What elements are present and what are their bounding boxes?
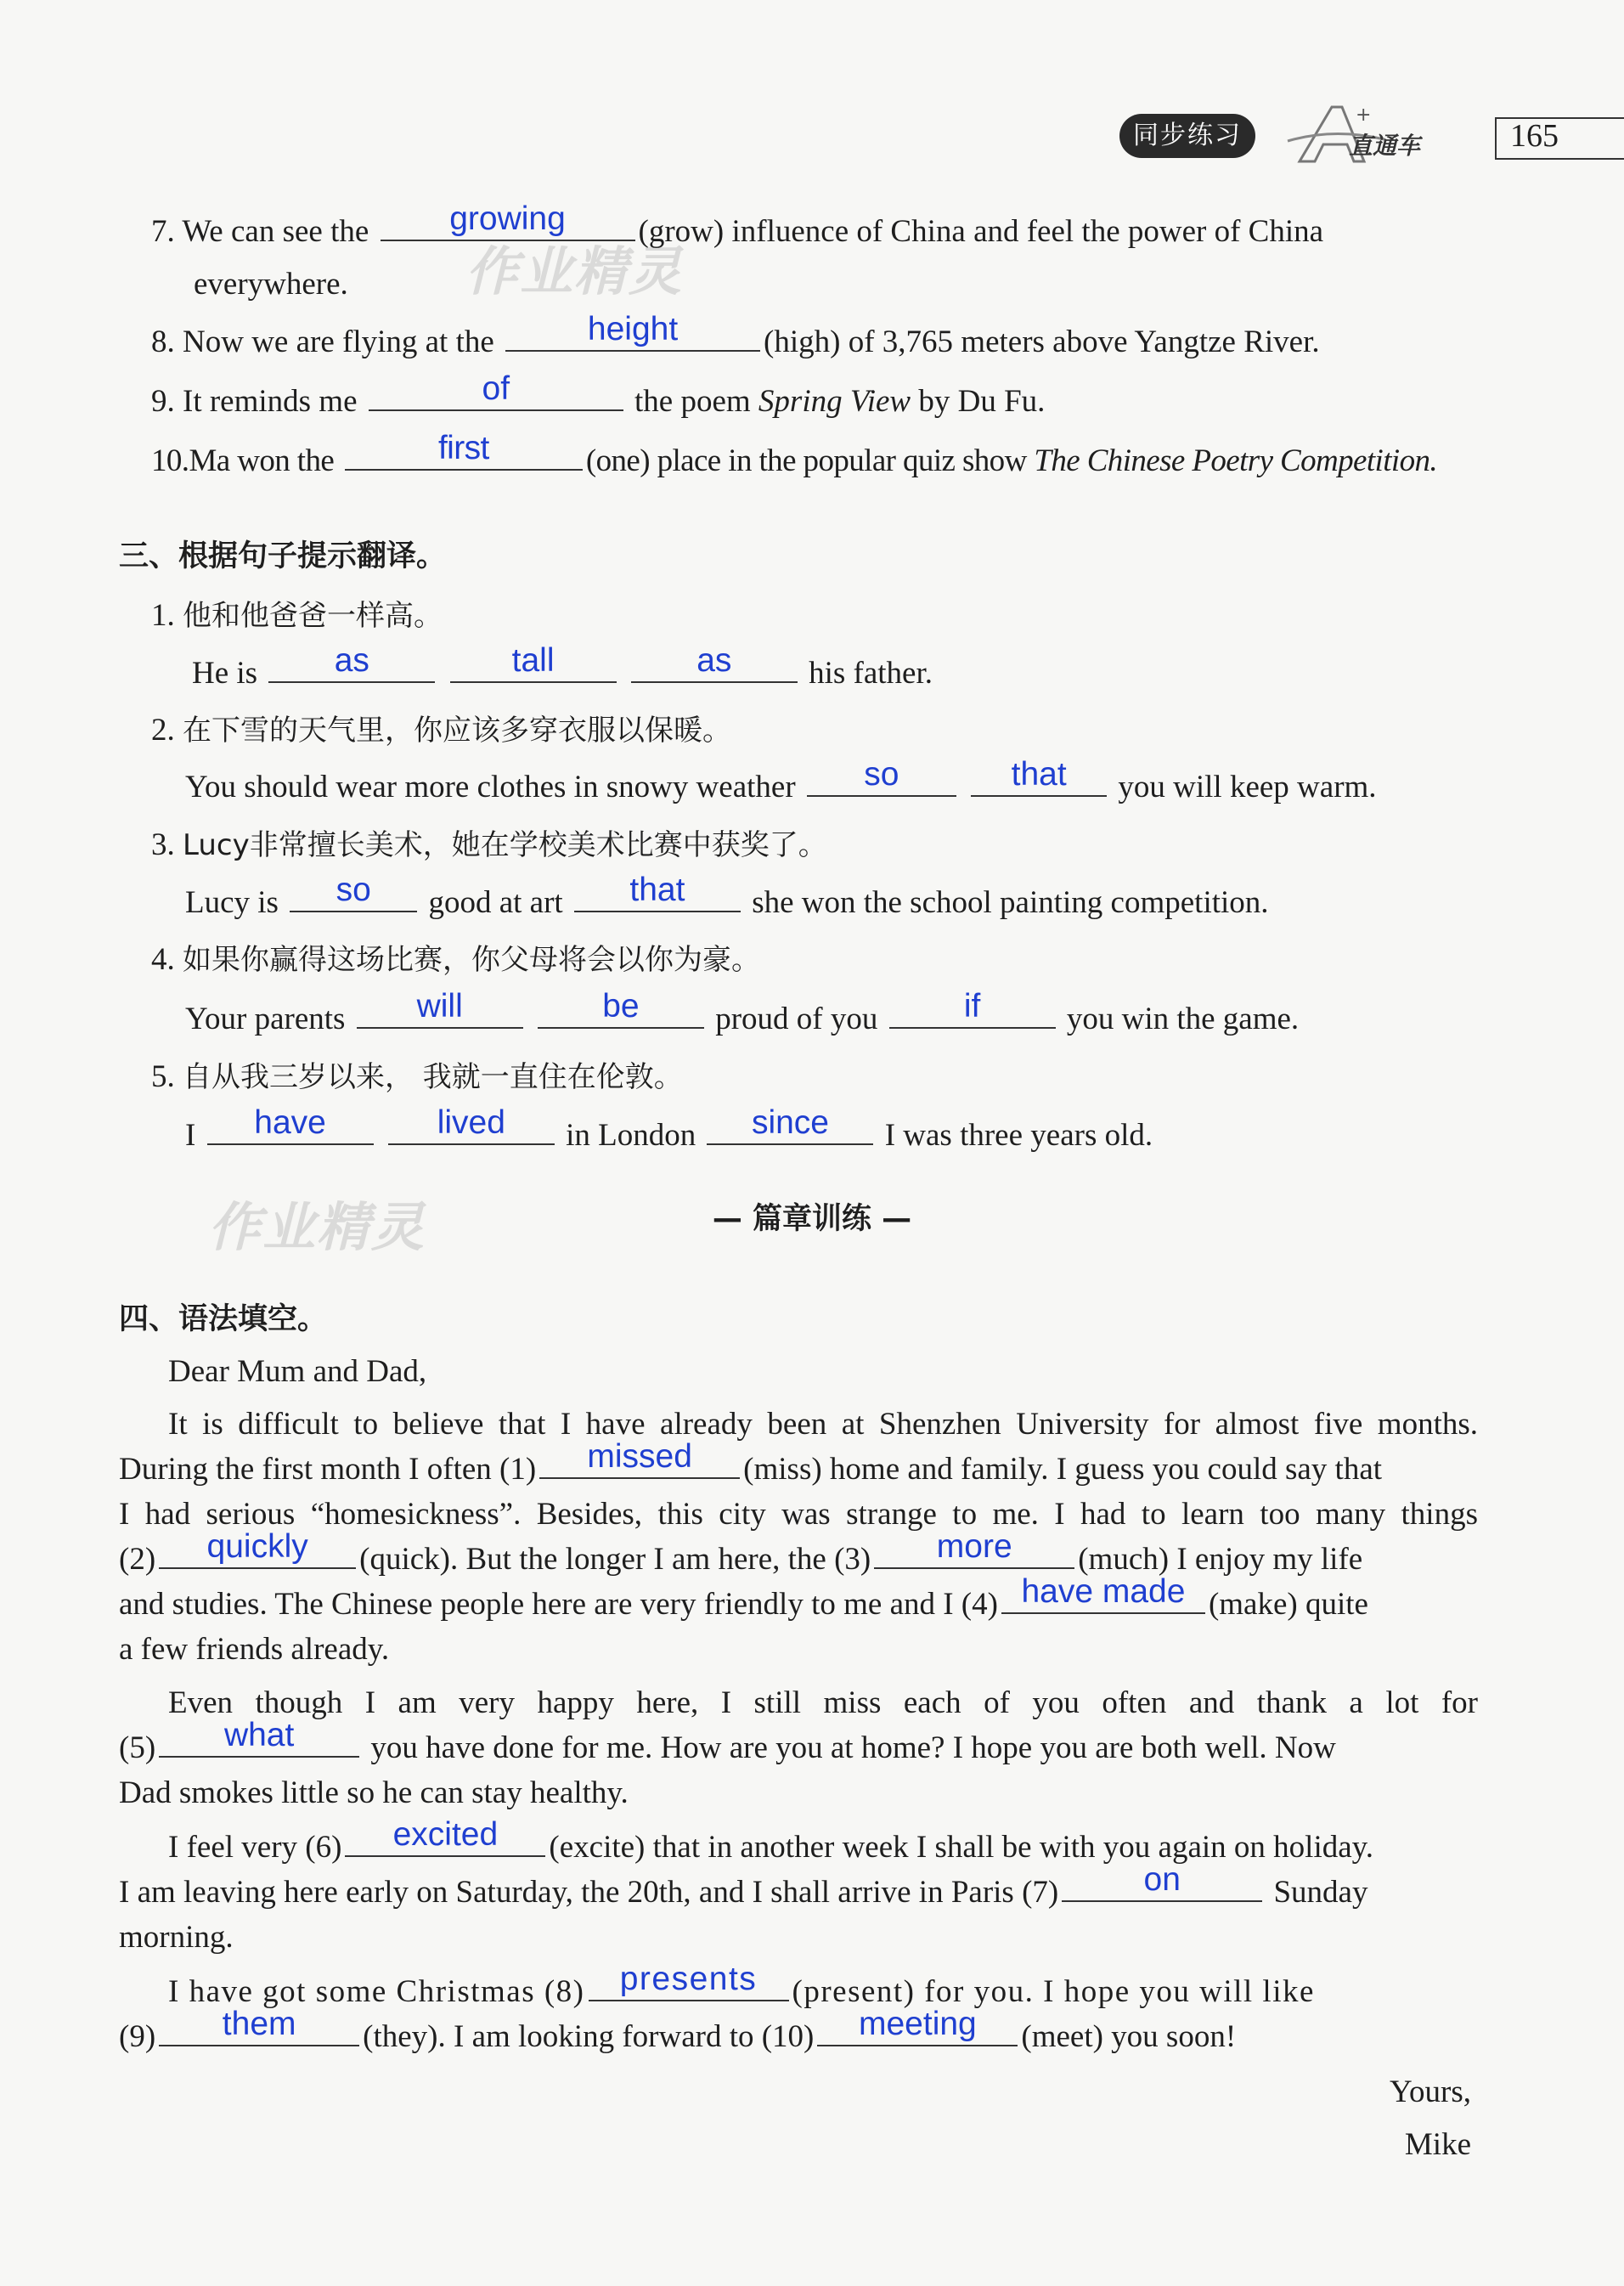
passage-text: (meet) you soon! [1021,2019,1237,2054]
answer-text: that [1011,756,1067,793]
passage-text: During the first month I often (1) [119,1452,537,1487]
item-text: Ma won the [189,443,335,478]
chinese-sentence: 如果你赢得这场比赛，你父母将会以你为豪。 [183,943,760,977]
answer-blank[interactable] [538,988,704,1029]
passage-line: It is difficult to believe that I have already been at Shenzhen University for almost five months. [168,1407,1478,1442]
translate-item-5-cn [151,1056,683,1098]
brand-text: 直通车 [1349,132,1421,160]
passage-line [119,2006,1237,2058]
item-text: I [185,1118,196,1153]
passage-line: a few friends already. [119,1632,390,1667]
passage-line: Even though I am very happy here, I still miss each of you often and thank a lot for [168,1685,1478,1720]
answer-blank[interactable] [574,872,741,912]
answer-text: on [1143,1861,1181,1898]
answer-text: height [587,311,679,347]
passage-line [119,1861,1368,1914]
watermark: 作业精灵 [208,1196,426,1258]
item-text: He is [192,656,258,691]
greeting: Dear Mum and Dad, [168,1354,427,1389]
section-3-title: 三、根据句子提示翻译。 [119,539,447,573]
passage-text: I have got some Christmas (8) [168,1974,585,2009]
letter-passage [119,1351,1478,2166]
answer-text: more [936,1528,1012,1565]
item-number: 5. [151,1059,175,1094]
chinese-sentence: Lucy非常擅长美术，她在学校美术比赛中获奖了。 [183,828,827,862]
chinese-sentence: 他和他爸爸一样高。 [183,599,443,633]
item-number: 9. [151,384,175,419]
passage-line [119,1573,1368,1626]
answer-text: first [437,430,489,466]
translate-item-3-cn [151,824,827,866]
answer-text: presents [619,1961,758,1997]
translate-item-2-en [185,756,1377,809]
passage-text: (make) quite [1208,1587,1368,1622]
answer-text: if [963,988,981,1024]
answer-blank[interactable] [631,642,798,683]
answer-text: will [416,988,463,1024]
passage-text: (5) [119,1730,156,1765]
section-3-items [151,595,1510,1172]
chinese-sentence: 自从我三岁以来， 我就一直住在伦敦。 [183,1060,683,1094]
answer-text: so [864,756,899,793]
item-text: (high) of 3,765 meters above Yangtze River. [764,325,1320,359]
item-number: 1. [151,598,175,633]
item-number: 10. [151,443,189,478]
answer-text: so [336,872,371,908]
item-number: 8. [151,325,175,359]
passage-text: I am leaving here early on Saturday, the 20th, and I shall arrive in Paris (7) [119,1875,1059,1910]
item-text: (grow) influence of China and feel the power of China [638,214,1324,249]
answer-blank[interactable] [450,642,617,683]
answer-blank[interactable] [707,1104,873,1145]
item-text: Now we are flying at the [183,325,494,359]
poem-title: Spring View [758,384,911,419]
answer-blank[interactable] [345,1816,545,1857]
answer-blank[interactable] [369,370,623,411]
item-text: you will keep warm. [1118,770,1377,804]
answer-blank[interactable] [159,2006,359,2046]
answer-blank[interactable] [889,988,1056,1029]
show-title: The Chinese Poetry Competition. [1034,443,1438,478]
passage-text: (miss) home and family. I guess you could say that [743,1452,1383,1487]
answer-text: of [482,370,510,407]
translate-item-4-cn [151,939,760,981]
item-10 [151,430,1438,483]
passage-line [119,1717,1336,1770]
item-number: 3. [151,827,175,862]
passage-text: (9) [119,2019,156,2054]
item-number: 7. [151,214,175,249]
answer-blank[interactable] [345,430,583,471]
section-2-items [151,200,1510,491]
answer-text: be [602,988,640,1024]
passage-text: Sunday [1273,1875,1368,1910]
answer-text: them [222,2006,296,2042]
answer-blank[interactable] [817,2006,1018,2046]
answer-blank[interactable] [874,1528,1074,1569]
item-text: proud of you [715,1002,878,1036]
answer-blank[interactable] [159,1717,359,1758]
answer-blank[interactable] [290,872,417,912]
answer-text: missed [587,1438,692,1475]
item-text: she won the school painting competition. [752,885,1269,920]
item-7-continued: everywhere. [194,267,348,302]
answer-text: growing [449,200,566,237]
item-text: Lucy is [185,885,279,920]
item-9 [151,370,1046,423]
svg-text:+: + [1356,104,1372,126]
item-text: his father. [809,656,933,691]
answer-blank[interactable] [589,1961,789,2001]
chapter-title: — 篇章训练 — [712,1202,912,1236]
watermark: 作业精灵 [465,240,684,302]
item-text: We can see the [182,214,369,249]
item-text: good at art [428,885,563,920]
answer-blank[interactable] [159,1528,356,1569]
answer-blank[interactable] [807,756,956,797]
passage-text: (present) for you. I hope you will like [792,1974,1315,2009]
item-7 [151,200,1324,253]
answer-blank[interactable] [268,642,435,683]
passage-line: Dad smokes little so he can stay healthy. [119,1775,629,1810]
answer-blank[interactable] [388,1104,555,1145]
brand-logo [1283,102,1452,170]
answer-blank[interactable] [505,311,760,352]
answer-blank[interactable] [357,988,523,1029]
answer-text: tall [511,642,555,679]
translate-item-1-en [192,642,933,695]
item-number: 4. [151,942,175,977]
page-number: 165 [1510,118,1559,154]
answer-text: that [629,872,685,908]
answer-blank[interactable] [539,1438,740,1479]
answer-text: excited [392,1816,499,1853]
item-number: 2. [151,713,175,748]
answer-text: have made [1021,1573,1186,1610]
passage-text: (excite) that in another week I shall be with you again on holiday. [549,1830,1374,1865]
item-text: It reminds me [183,384,358,419]
passage-text: (quick). But the longer I am here, the (3) [359,1542,871,1577]
letter-signature: Mike [1404,2127,1471,2162]
translate-item-4-en [185,988,1300,1041]
passage-text: you have done for me. How are you at home? I hope you are both well. Now [370,1730,1336,1765]
answer-text: as [696,642,732,679]
answer-text: quickly [206,1528,308,1565]
answer-blank[interactable] [971,756,1107,797]
answer-text: meeting [859,2006,977,2042]
item-text: Your parents [185,1002,346,1036]
passage-line [119,1438,1383,1491]
item-text: (one) place in the popular quiz show [585,443,1027,478]
passage-text: (they). I am looking forward to (10) [363,2019,815,2054]
answer-blank[interactable] [207,1104,374,1145]
item-text: in London [566,1118,696,1153]
answer-text: have [254,1104,326,1141]
passage-text: I feel very (6) [168,1830,342,1865]
answer-blank[interactable] [1001,1573,1205,1614]
section-badge: 同步练习 [1119,114,1255,158]
section-4-title: 四、语法填空。 [119,1302,328,1336]
passage-text: (2) [119,1542,156,1577]
passage-text: (much) I enjoy my life [1078,1542,1363,1577]
answer-text: lived [437,1104,505,1141]
answer-text: since [751,1104,829,1141]
passage-line: I had serious “homesickness”. Besides, this city was strange to me. I had to learn too many things [119,1497,1478,1532]
passage-text: and studies. The Chinese people here are very friendly to me and I (4) [119,1587,998,1622]
item-text: the poem [634,384,751,419]
translate-item-3-en [185,872,1269,924]
passage-line: morning. [119,1920,234,1955]
letter-closing: Yours, [1390,2074,1471,2109]
item-text: you win the game. [1066,1002,1300,1036]
answer-blank[interactable] [1062,1861,1262,1902]
item-text: You should wear more clothes in snowy weather [185,770,796,804]
answer-text: as [334,642,369,679]
translate-item-5-en [185,1104,1153,1157]
translate-item-2-cn [151,709,731,752]
chinese-sentence: 在下雪的天气里，你应该多穿衣服以保暖。 [183,714,731,748]
translate-item-1-cn [151,595,443,637]
item-8 [151,311,1320,364]
item-text: I was three years old. [884,1118,1153,1153]
answer-text: what [223,1717,295,1753]
item-text: by Du Fu. [918,384,1046,419]
